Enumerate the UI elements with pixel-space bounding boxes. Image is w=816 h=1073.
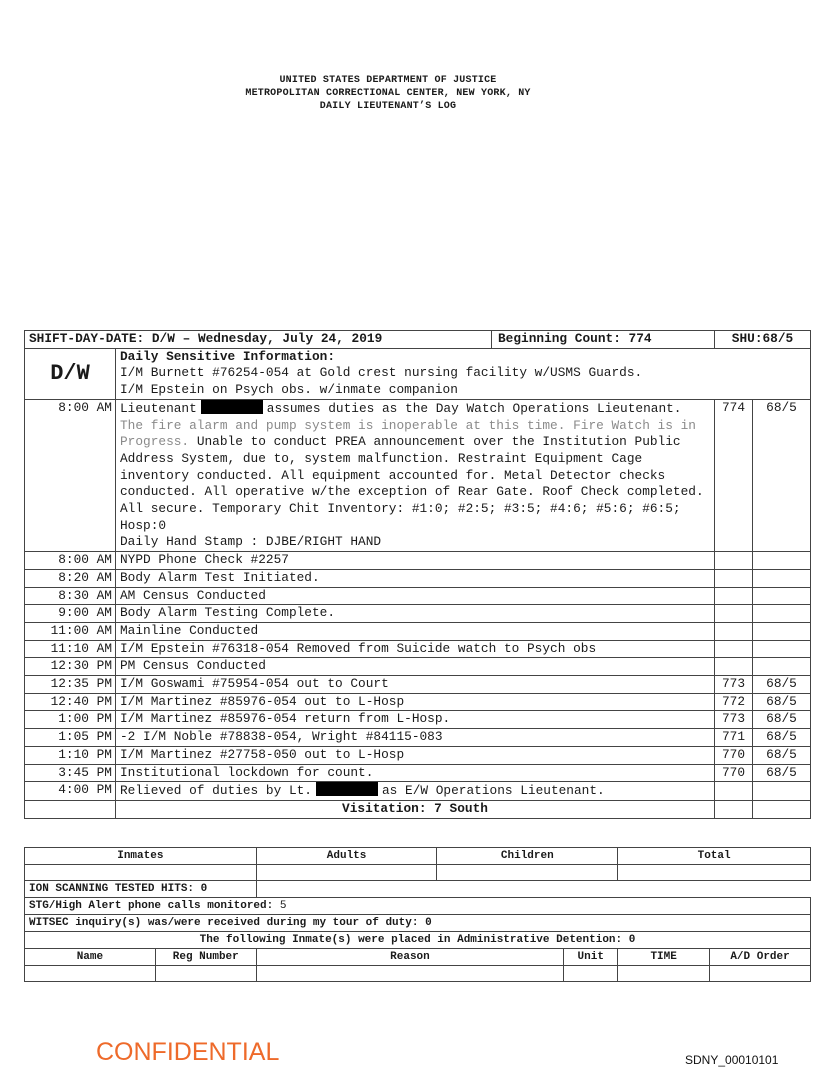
header-facility: METROPOLITAN CORRECTIONAL CENTER, NEW YORK, NY <box>245 88 531 99</box>
children-cell <box>437 865 618 881</box>
entry-time: 8:30 AM <box>25 587 116 605</box>
entry-text: I/M Martinez #85976-054 out to L-Hosp <box>116 693 715 711</box>
col-name: Name <box>25 949 156 966</box>
col-reason: Reason <box>256 949 564 966</box>
entry-count <box>715 782 753 801</box>
entry-count <box>715 622 753 640</box>
total-header: Total <box>618 848 811 865</box>
total-cell <box>618 865 811 881</box>
visitation-row <box>25 800 811 818</box>
entry-shu <box>753 782 811 801</box>
summary-table <box>24 847 811 982</box>
log-header-row <box>25 331 811 349</box>
log-entry-row <box>25 622 811 640</box>
entry-count: 773 <box>715 711 753 729</box>
entry-shu: 68/5 <box>753 693 811 711</box>
entry-shu <box>753 640 811 658</box>
log-entry-row <box>25 693 811 711</box>
log-entry-row <box>25 746 811 764</box>
empty-cell <box>25 966 156 982</box>
adults-header: Adults <box>256 848 437 865</box>
inmates-cell <box>25 865 257 881</box>
adults-cell <box>256 865 437 881</box>
redaction-box <box>201 400 263 414</box>
entry-shu: 68/5 <box>753 676 811 694</box>
entry-shu: 68/5 <box>753 746 811 764</box>
children-header: Children <box>437 848 618 865</box>
visitation: Visitation: 7 South <box>116 800 715 818</box>
empty-cell <box>155 966 256 982</box>
entry-text: -2 I/M Noble #78838-054, Wright #84115-083 <box>116 729 715 747</box>
log-entry-row <box>25 676 811 694</box>
entry-time: 1:10 PM <box>25 746 116 764</box>
entry-time: 12:40 PM <box>25 693 116 711</box>
entry-count <box>715 569 753 587</box>
col-time: TIME <box>618 949 710 966</box>
beginning-count: Beginning Count: 774 <box>498 331 652 346</box>
entry-count <box>715 605 753 623</box>
entry-time: 3:45 PM <box>25 764 116 782</box>
admin-detention-title: The following Inmate(s) were placed in Administrative Detention: 0 <box>25 932 811 949</box>
log-entry-row <box>25 605 811 623</box>
entry-shu <box>753 658 811 676</box>
entry-text: PM Census Conducted <box>116 658 715 676</box>
log-entry-row <box>25 729 811 747</box>
entry-text: Body Alarm Test Initiated. <box>116 569 715 587</box>
entry-count: 774 <box>715 399 753 551</box>
log-entry-row <box>25 711 811 729</box>
sensitive-info-title: Daily Sensitive Information: <box>120 348 336 364</box>
sensitive-info-line: I/M Burnett #76254-054 at Gold crest nursing facility w/USMS Guards. <box>120 365 643 381</box>
entry-count <box>715 552 753 570</box>
col-unit: Unit <box>564 949 618 966</box>
log-entry-row <box>25 640 811 658</box>
empty-cell <box>618 966 710 982</box>
log-entry-row <box>25 399 811 551</box>
entry-shu <box>753 569 811 587</box>
entry-count: 770 <box>715 764 753 782</box>
shift-day-date: SHIFT-DAY-DATE: D/W – Wednesday, July 24, 2019 Beginning Count: 774 <box>25 331 715 349</box>
entry-text: I/M Goswami #75954-054 out to Court <box>116 676 715 694</box>
entry-count <box>715 800 753 818</box>
stg-calls: STG/High Alert phone calls monitored: 5 <box>25 898 811 915</box>
entry-text: Mainline Conducted <box>116 622 715 640</box>
entry-shu <box>753 800 811 818</box>
bates-number: SDNY_00010101 <box>685 1053 779 1067</box>
witsec-inquiry: WITSEC inquiry(s) was/were received during my tour of duty: 0 <box>25 915 811 932</box>
empty-cell <box>256 966 564 982</box>
ion-scanning: ION SCANNING TESTED HITS: 0 <box>25 881 257 898</box>
document-header <box>0 74 776 113</box>
lieutenant-log-table <box>24 330 811 819</box>
entry-count <box>715 658 753 676</box>
entry-time: 12:30 PM <box>25 658 116 676</box>
header-agency: UNITED STATES DEPARTMENT OF JUSTICE <box>279 75 497 86</box>
log-entry-row <box>25 587 811 605</box>
entry-time: 4:00 PM <box>25 782 116 801</box>
entry-text: I/M Martinez #27758-050 out to L-Hosp <box>116 746 715 764</box>
entry-shu: 68/5 <box>753 399 811 551</box>
entry-shu: 68/5 <box>753 764 811 782</box>
entry-time: 8:20 AM <box>25 569 116 587</box>
entry-count: 773 <box>715 676 753 694</box>
entry-count: 772 <box>715 693 753 711</box>
entry-count: 770 <box>715 746 753 764</box>
entry-time: 8:00 AM <box>25 399 116 551</box>
empty-cell <box>564 966 618 982</box>
sensitive-info-line: I/M Epstein on Psych obs. w/inmate companion <box>120 382 458 398</box>
entry-text: I/M Martinez #85976-054 return from L-Hosp. <box>116 711 715 729</box>
log-entry-row <box>25 782 811 801</box>
log-entry-row <box>25 764 811 782</box>
entry-text: Body Alarm Testing Complete. <box>116 605 715 623</box>
entry-time: 12:35 PM <box>25 676 116 694</box>
entry-text: NYPD Phone Check #2257 <box>116 552 715 570</box>
col-reg-number: Reg Number <box>155 949 256 966</box>
entry-text: I/M Epstein #76318-054 Removed from Suicide watch to Psych obs <box>116 640 715 658</box>
entry-time: 1:05 PM <box>25 729 116 747</box>
entry-shu <box>753 622 811 640</box>
entry-shu: 68/5 <box>753 729 811 747</box>
entry-shu <box>753 552 811 570</box>
entry-shu: 68/5 <box>753 711 811 729</box>
entry-shu <box>753 587 811 605</box>
entry-count <box>715 640 753 658</box>
log-entry-row <box>25 552 811 570</box>
entry-time: 9:00 AM <box>25 605 116 623</box>
confidential-stamp: CONFIDENTIAL <box>96 1038 280 1066</box>
entry-time: 1:00 PM <box>25 711 116 729</box>
entry-time: 11:10 AM <box>25 640 116 658</box>
log-entry-row <box>25 569 811 587</box>
entry-text: Lieutenant assumes duties as the Day Watch Operations Lieutenant. The fire alarm and pump system is inoperable at this time. Fire Watch is in Progress. Unable to conduct PREA announcement over the Institution Public Address System, due to, system malfunction. Restraint Equipment Cage inventory conducted. All equipment accounted for. Metal Detector checks conducted. All operative w/the exception of Rear Gate. Roof Check completed. All secure. Temporary Chit Inventory: #1:0; #2:5; #3:5; #4:6; #5:6; #6:5; Hosp:0 Daily Hand Stamp : DJBE/RIGHT HAND <box>116 399 715 551</box>
entry-text: Institutional lockdown for count. <box>116 764 715 782</box>
entry-count <box>715 587 753 605</box>
entry-time: 11:00 AM <box>25 622 116 640</box>
entry-shu <box>753 605 811 623</box>
inmates-header: Inmates <box>25 848 257 865</box>
entry-time: 8:00 AM <box>25 552 116 570</box>
entry-count: 771 <box>715 729 753 747</box>
entry-time <box>25 800 116 818</box>
sensitive-info-row <box>25 348 811 399</box>
log-entry-row <box>25 658 811 676</box>
shift-code: D/W <box>25 348 116 399</box>
col-ad-order: A/D Order <box>710 949 811 966</box>
redaction-box <box>316 782 378 796</box>
header-log-title: DAILY LIEUTENANT’S LOG <box>319 101 457 112</box>
entry-text: Relieved of duties by Lt. as E/W Operations Lieutenant. <box>116 782 715 801</box>
entry-text: AM Census Conducted <box>116 587 715 605</box>
sensitive-info <box>116 348 811 399</box>
empty-cell <box>710 966 811 982</box>
shu-total: SHU:68/5 <box>715 331 811 349</box>
